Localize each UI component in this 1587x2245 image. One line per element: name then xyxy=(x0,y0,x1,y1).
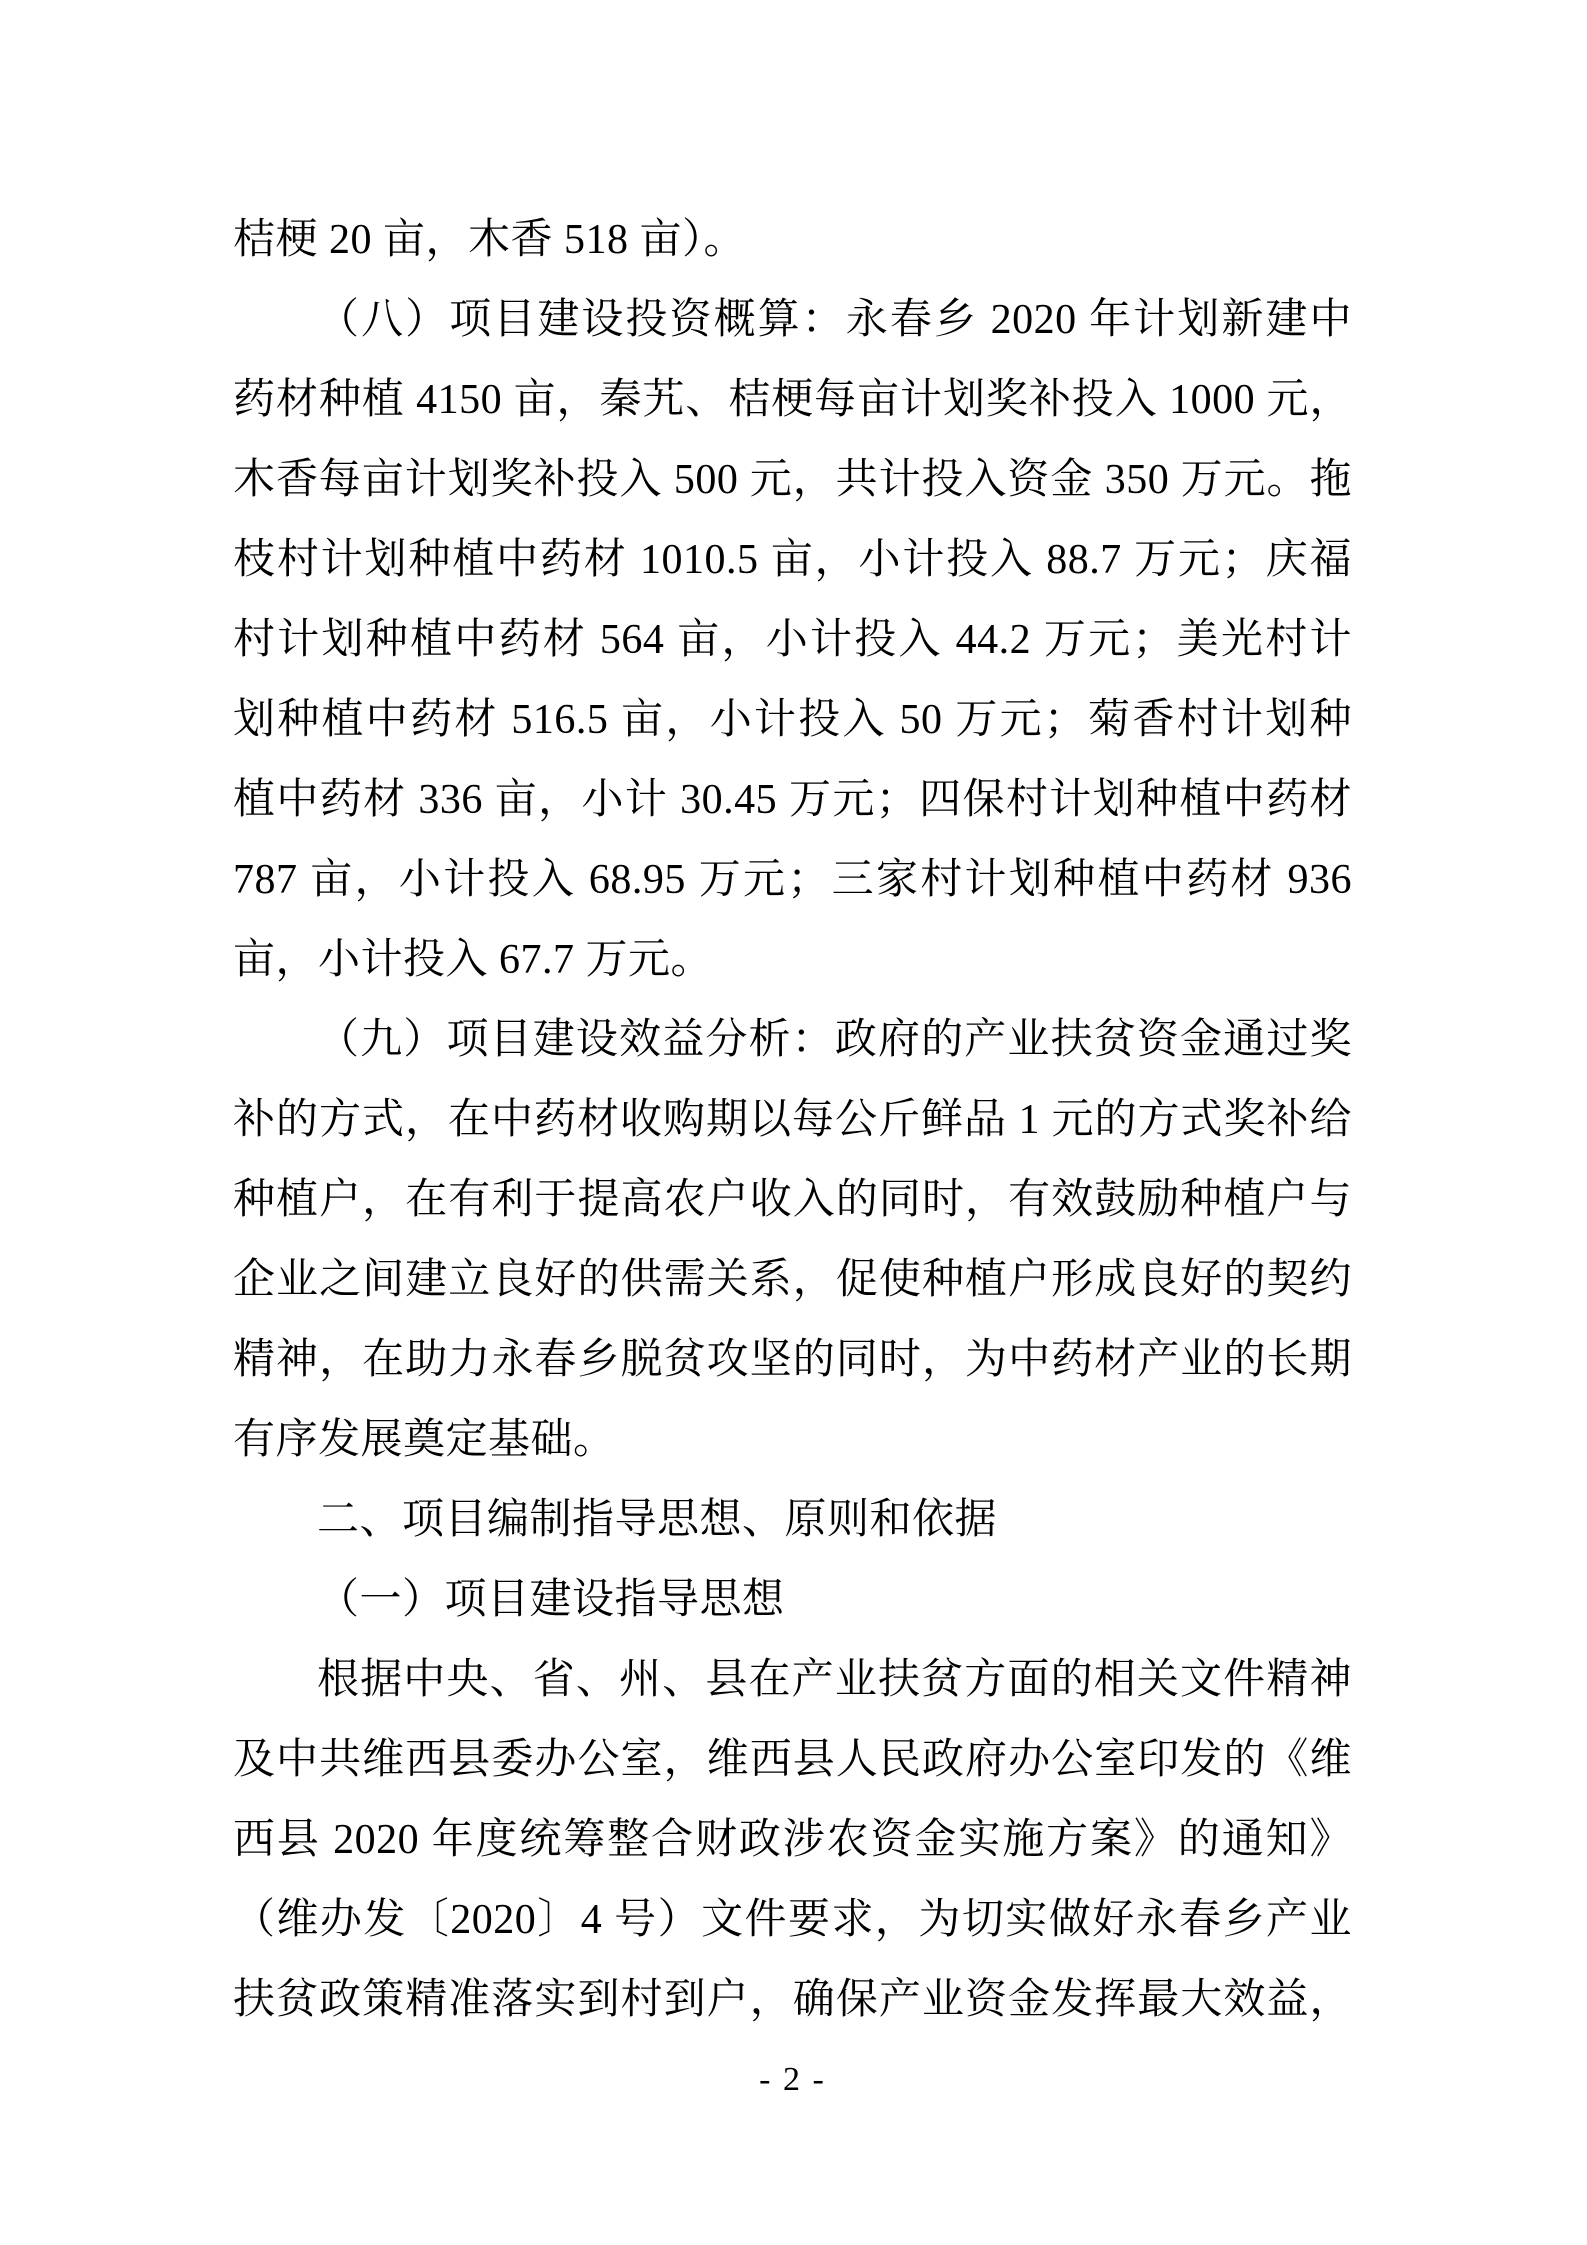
document-line: 桔梗 20 亩，木香 518 亩）。 xyxy=(233,217,747,263)
document-line: 二、项目编制指导思想、原则和依据 xyxy=(317,1497,998,1543)
document-line: 及中共维西县委办公室，维西县人民政府办公室印发的《维 xyxy=(233,1737,1352,1783)
paragraph xyxy=(233,1640,1352,2040)
document-line: 枝村计划种植中药材 1010.5 亩，小计投入 88.7 万元；庆福 xyxy=(233,537,1352,583)
document-line: 根据中央、省、州、县在产业扶贫方面的相关文件精神 xyxy=(317,1657,1352,1703)
document-line: 西县 2020 年度统筹整合财政涉农资金实施方案》的通知》 xyxy=(233,1817,1352,1863)
document-line: 村计划种植中药材 564 亩，小计投入 44.2 万元；美光村计 xyxy=(233,617,1352,663)
document-line: 植中药材 336 亩，小计 30.45 万元；四保村计划种植中药材 xyxy=(233,777,1352,823)
paragraph xyxy=(233,1000,1352,1480)
paragraph xyxy=(233,280,1352,1000)
section-heading xyxy=(233,1480,1352,1560)
paragraph xyxy=(233,200,1352,280)
subsection-heading xyxy=(233,1560,1352,1640)
document-line: 企业之间建立良好的供需关系，促使种植户形成良好的契约 xyxy=(233,1257,1352,1303)
document-line: 亩，小计投入 67.7 万元。 xyxy=(233,937,714,983)
document-line: （维办发〔2020〕4 号）文件要求，为切实做好永春乡产业 xyxy=(233,1897,1352,1943)
document-line: 扶贫政策精准落实到村到户，确保产业资金发挥最大效益， xyxy=(233,1977,1352,2023)
document-line: 种植户，在有利于提高农户收入的同时，有效鼓励种植户与 xyxy=(233,1177,1352,1223)
document-line: （九）项目建设效益分析：政府的产业扶贫资金通过奖 xyxy=(317,1017,1352,1063)
document-line: 787 亩，小计投入 68.95 万元；三家村计划种植中药材 936 xyxy=(233,857,1352,903)
document-line: 药材种植 4150 亩，秦艽、桔梗每亩计划奖补投入 1000 元， xyxy=(233,377,1352,423)
document-line: 有序发展奠定基础。 xyxy=(233,1417,616,1463)
document-line: 补的方式，在中药材收购期以每公斤鲜品 1 元的方式奖补给 xyxy=(233,1097,1352,1143)
document-line: 划种植中药材 516.5 亩，小计投入 50 万元；菊香村计划种 xyxy=(233,697,1352,743)
document-line: （八）项目建设投资概算：永春乡 2020 年计划新建中 xyxy=(317,297,1352,343)
document-line: 精神，在助力永春乡脱贫攻坚的同时，为中药材产业的长期 xyxy=(233,1337,1352,1383)
document-line: 木香每亩计划奖补投入 500 元，共计投入资金 350 万元。拖 xyxy=(233,457,1352,503)
page-number: - 2 - xyxy=(759,2061,826,2098)
document-line: （一）项目建设指导思想 xyxy=(317,1577,785,1623)
